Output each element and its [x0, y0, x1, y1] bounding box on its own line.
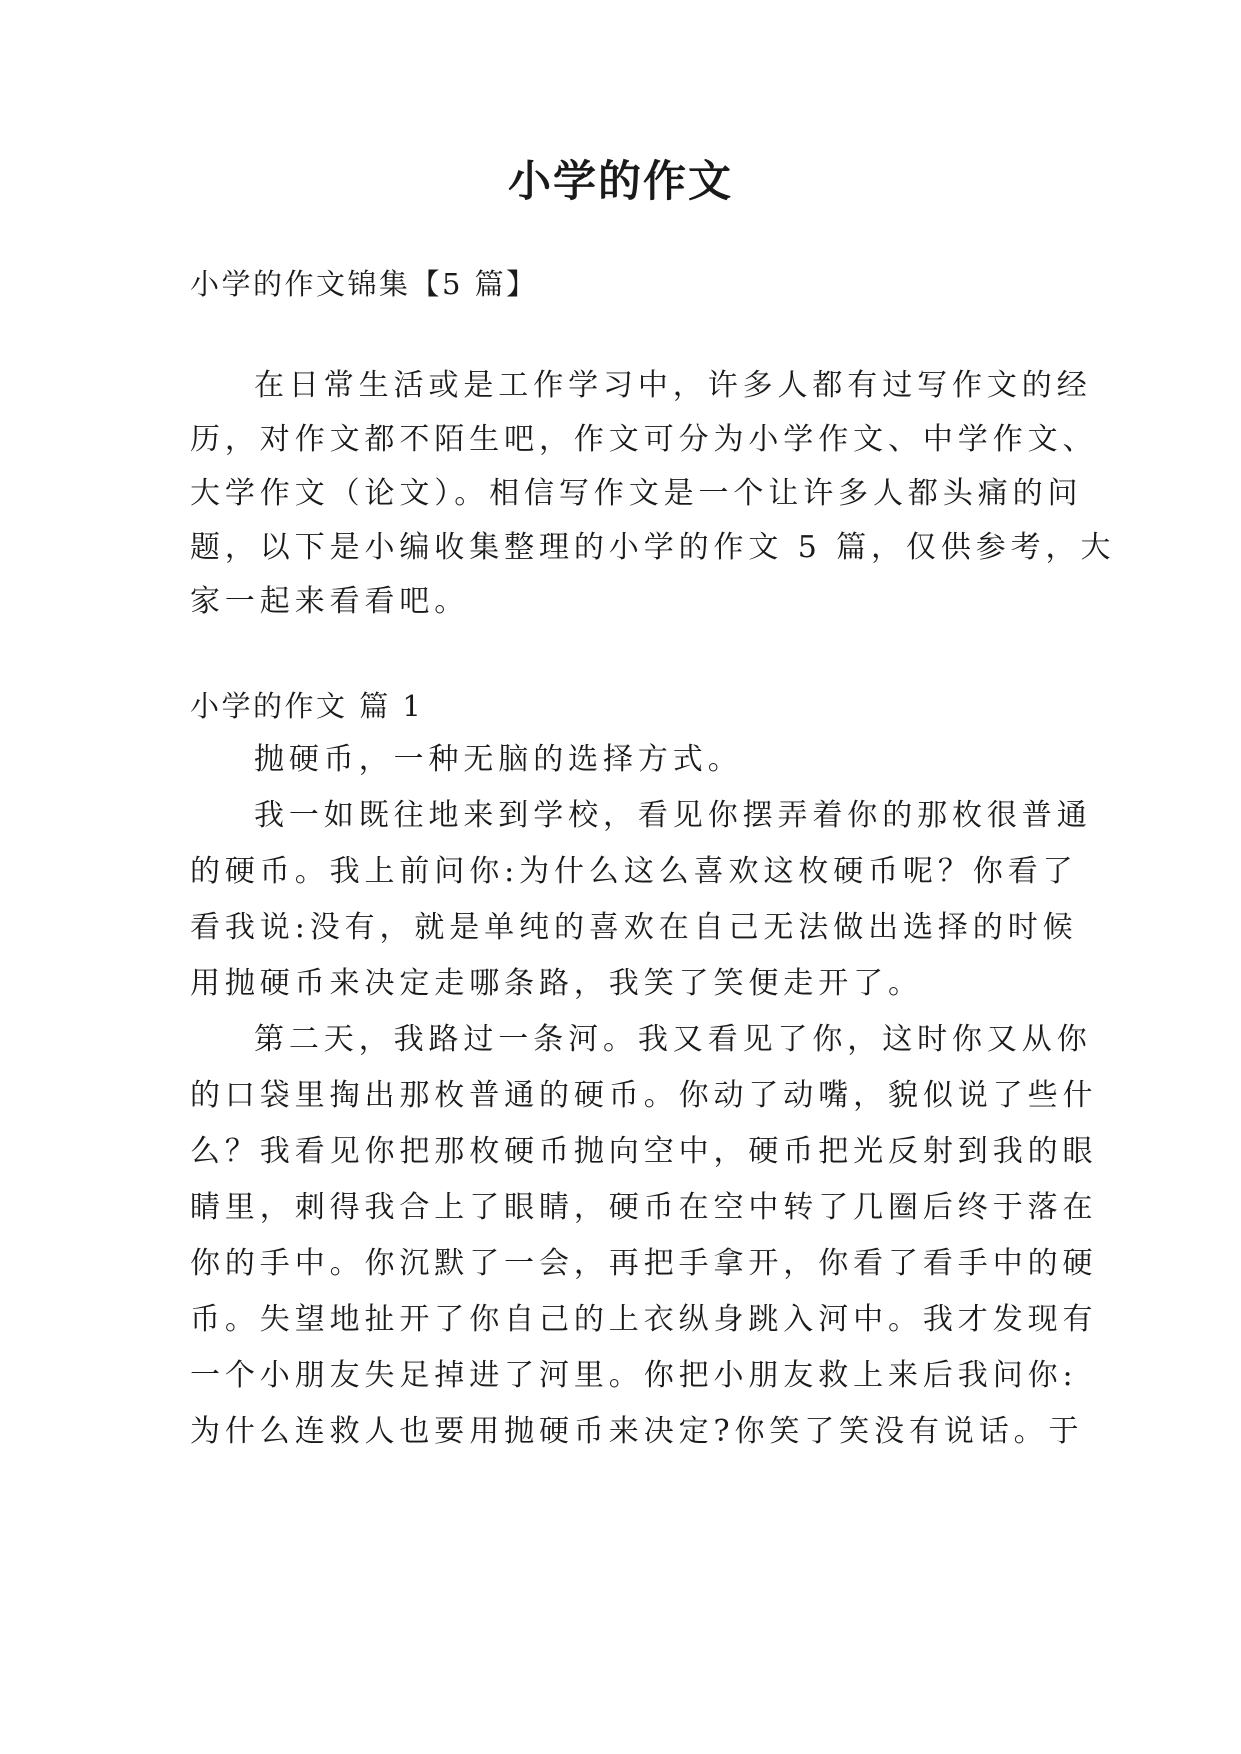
body-line: 你的手中。你沉默了一会，再把手拿开，你看了看手中的硬 — [190, 1246, 1098, 1281]
body-line: 抛硬币，一种无脑的选择方式。 — [254, 742, 743, 777]
body-line: 币。失望地扯开了你自己的上衣纵身跳入河中。我才发现有 — [190, 1302, 1098, 1337]
body-line: 一个小朋友失足掉进了河里。你把小朋友救上来后我问你: — [190, 1358, 1078, 1393]
body-line: 的口袋里掏出那枚普通的硬币。你动了动嘴，貌似说了些什 — [190, 1078, 1098, 1113]
body-line: 么？我看见你把那枚硬币抛向空中，硬币把光反射到我的眼 — [190, 1134, 1098, 1169]
body-line: 的硬币。我上前问你:为什么这么喜欢这枚硬币呢？你看了 — [190, 854, 1078, 889]
intro-line: 家一起来看看吧。 — [190, 584, 470, 619]
intro-line: 历，对作文都不陌生吧，作文可分为小学作文、中学作文、 — [190, 422, 1098, 457]
section-heading: 小学的作文 篇 1 — [190, 689, 424, 723]
page-title: 小学的作文 — [508, 157, 733, 207]
body-line: 为什么连救人也要用抛硬币来决定?你笑了笑没有说话。于 — [190, 1414, 1084, 1449]
intro-line: 题，以下是小编收集整理的小学的作文 5 篇，仅供参考，大 — [190, 530, 1116, 565]
body-line: 第二天，我路过一条河。我又看见了你，这时你又从你 — [254, 1022, 1092, 1057]
intro-line: 在日常生活或是工作学习中，许多人都有过写作文的经 — [254, 368, 1092, 403]
body-line: 看我说:没有，就是单纯的喜欢在自己无法做出选择的时候 — [190, 910, 1078, 945]
body-line: 睛里，刺得我合上了眼睛，硬币在空中转了几圈后终于落在 — [190, 1190, 1098, 1225]
document-subtitle: 小学的作文锦集【5 篇】 — [190, 267, 538, 301]
body-line: 用抛硬币来决定走哪条路，我笑了笑便走开了。 — [190, 966, 923, 1001]
intro-line: 大学作文（论文）。相信写作文是一个让许多人都头痛的问 — [190, 476, 1083, 511]
body-line: 我一如既往地来到学校，看见你摆弄着你的那枚很普通 — [254, 798, 1092, 833]
